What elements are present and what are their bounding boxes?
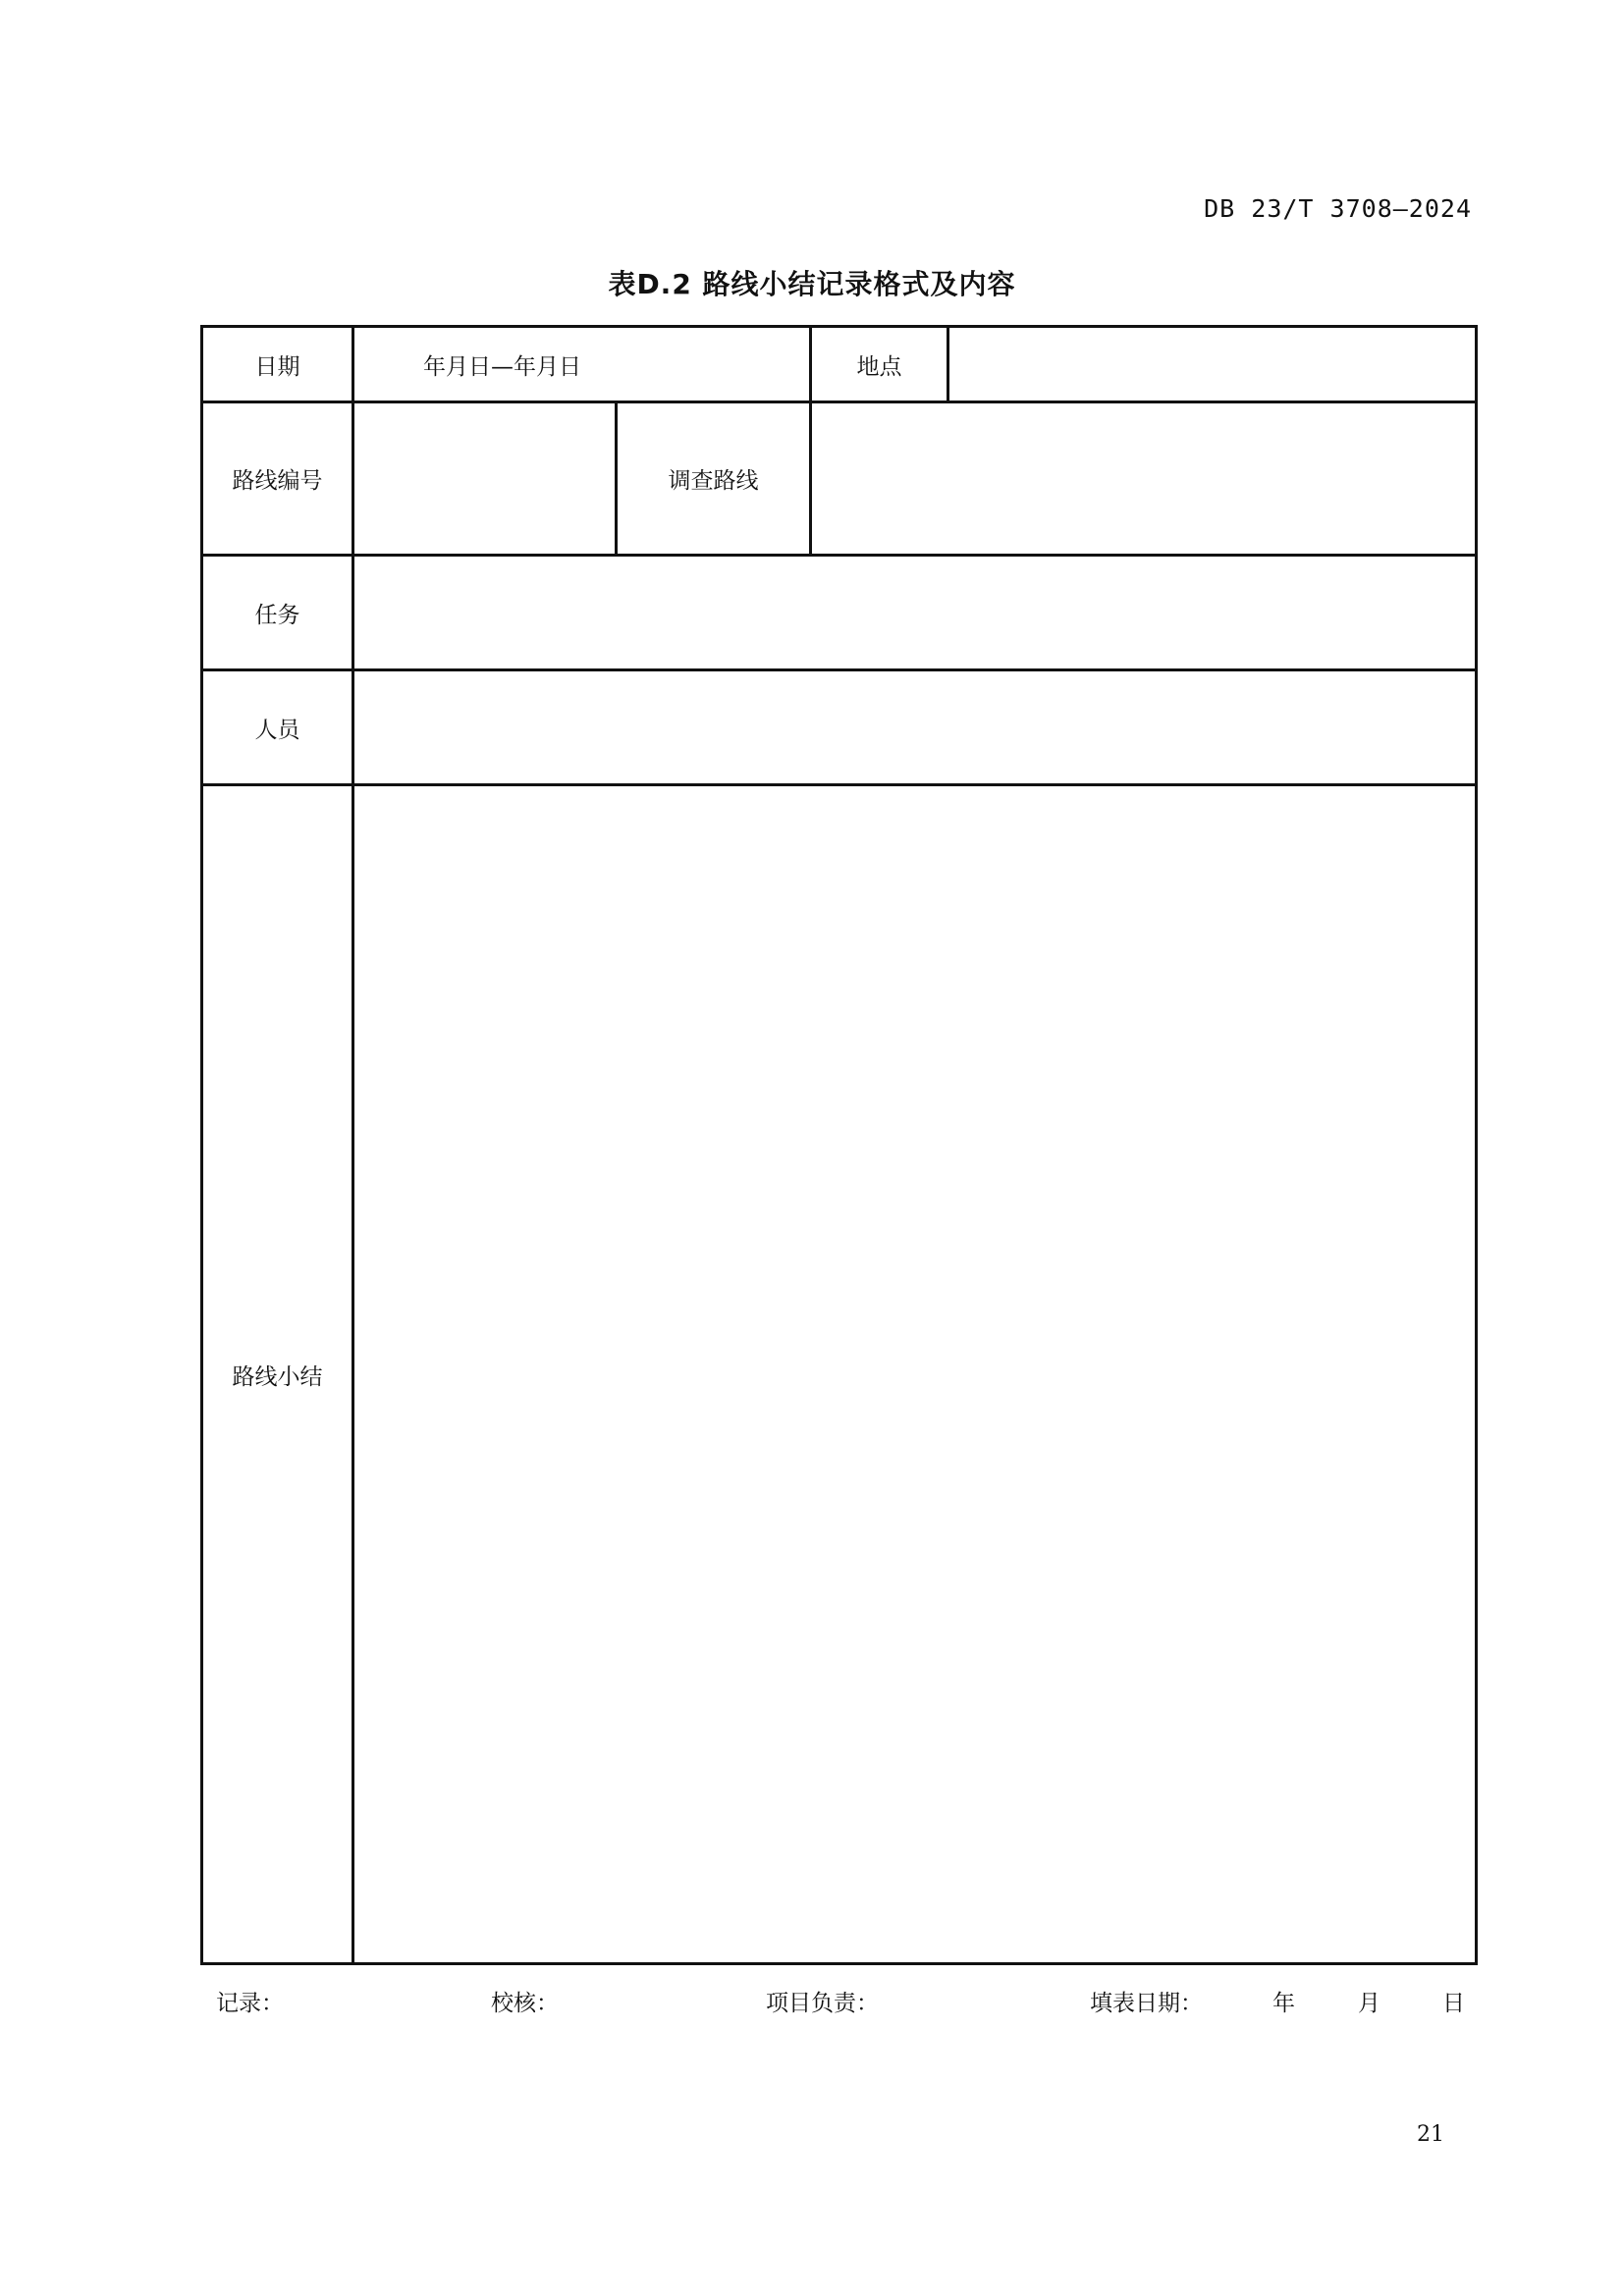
table-title: 表D.2 路线小结记录格式及内容 [608, 268, 1016, 300]
project-lead-label: 项目负责： [766, 1991, 879, 2016]
survey-route-label: 调查路线 [617, 402, 811, 556]
fill-month-label: 月 [1358, 1991, 1380, 2016]
route-number-label: 路线编号 [202, 402, 353, 556]
checker-label: 校核： [491, 1991, 559, 2016]
start-year-label: 年 [423, 353, 446, 380]
fill-year-label: 年 [1272, 1991, 1295, 2016]
fill-date-label: 填表日期： [1090, 1991, 1203, 2016]
start-month-label: 月 [446, 353, 468, 380]
date-location-row [202, 327, 1477, 402]
date-range-field[interactable] [353, 327, 811, 402]
route-summary-form-table [200, 325, 1478, 1965]
fill-day-label: 日 [1442, 1991, 1465, 2016]
personnel-label: 人员 [202, 670, 353, 785]
signature-footer [216, 1985, 1463, 2018]
start-day-label: 日— [468, 353, 514, 380]
route-number-row [202, 402, 1477, 556]
location-field[interactable] [948, 327, 1477, 402]
date-range [354, 328, 809, 400]
end-month-label: 月 [536, 353, 559, 380]
end-year-label: 年 [514, 353, 536, 380]
route-summary-field[interactable] [353, 785, 1477, 1964]
task-field[interactable] [353, 556, 1477, 670]
page-number: 21 [1417, 2122, 1444, 2147]
task-row [202, 556, 1477, 670]
end-day-label: 日 [559, 353, 581, 380]
route-summary-label: 路线小结 [202, 785, 353, 1964]
route-number-field[interactable] [353, 402, 617, 556]
task-label: 任务 [202, 556, 353, 670]
personnel-field[interactable] [353, 670, 1477, 785]
route-summary-row [202, 785, 1477, 1964]
survey-route-field[interactable] [811, 402, 1477, 556]
document-code: DB 23/T 3708—2024 [1204, 194, 1472, 223]
date-label: 日期 [202, 327, 353, 402]
location-label: 地点 [811, 327, 948, 402]
recorder-label: 记录： [216, 1991, 284, 2016]
personnel-row [202, 670, 1477, 785]
